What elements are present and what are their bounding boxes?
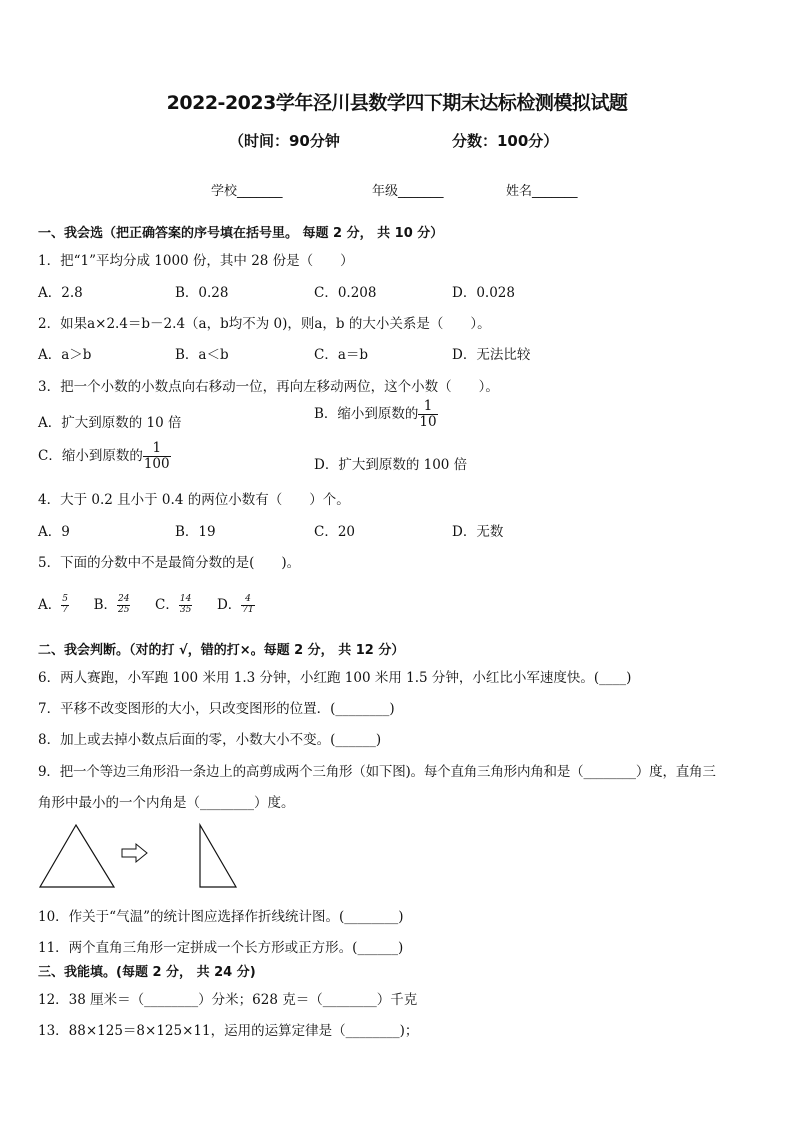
name-field: 姓名_______ bbox=[506, 184, 578, 199]
right-arrow-icon bbox=[122, 844, 147, 862]
q3-option-a: A．扩大到原数的 10 倍 bbox=[38, 415, 182, 431]
right-triangle bbox=[200, 825, 236, 887]
question-13: 13．88×125＝8×125×11，运用的运算定律是（________)； bbox=[38, 1023, 419, 1039]
q5-option-b-fraction bbox=[117, 595, 130, 616]
section-1-heading: 一、我会选（把正确答案的序号填在括号里。 每题 2 分， 共 10 分） bbox=[38, 226, 444, 241]
q4-option-d: D．无数 bbox=[452, 524, 504, 540]
q3-option-c-fraction bbox=[143, 441, 171, 472]
triangle-cut-figure bbox=[36, 822, 246, 892]
question-2: 2．如果a×2.4＝b－2.4（a，b均不为 0)，则a，b 的大小关系是（ ）。 bbox=[38, 316, 491, 332]
q5-option-d-label: D． bbox=[216, 597, 242, 613]
q4-option-c: C．20 bbox=[314, 524, 356, 540]
question-6: 6．两人赛跑，小军跑 100 米用 1.3 分钟，小红跑 100 米用 1.5 分钟，小红比小军速度快。(____) bbox=[38, 670, 632, 686]
equilateral-triangle bbox=[40, 825, 114, 887]
question-10: 10．作关于“气温”的统计图应选择作折线统计图。(________) bbox=[38, 909, 404, 925]
section-3-heading: 三、我能填。(每题 2 分， 共 24 分) bbox=[38, 965, 256, 980]
q4-option-b: B．19 bbox=[175, 524, 216, 540]
fraction-numerator: 1 bbox=[418, 399, 437, 415]
fraction-denominator: 35 bbox=[179, 605, 192, 615]
question-7: 7．平移不改变图形的大小，只改变图形的位置．(________) bbox=[38, 701, 395, 717]
q5-option-b-label: B． bbox=[93, 597, 117, 613]
school-field: 学校_______ bbox=[211, 184, 283, 199]
fraction-denominator: 25 bbox=[118, 605, 130, 615]
q5-option-a-label: A． bbox=[38, 597, 62, 613]
q5-options bbox=[38, 593, 255, 616]
q5-option-c-label: C． bbox=[155, 597, 179, 613]
fraction-numerator: 4 bbox=[241, 595, 254, 606]
question-4: 4．大于 0.2 且小于 0.4 的两位小数有（ ）个。 bbox=[38, 492, 350, 508]
question-11: 11．两个直角三角形一定拼成一个长方形或正方形。(______) bbox=[38, 940, 404, 956]
q5-option-c-fraction bbox=[179, 595, 192, 616]
question-5: 5．下面的分数中不是最简分数的是( )。 bbox=[38, 555, 301, 571]
fraction-denominator: 71 bbox=[242, 605, 254, 615]
fraction-numerator: 24 bbox=[118, 594, 130, 605]
grade-field: 年级_______ bbox=[372, 184, 444, 199]
q5-option-a-fraction bbox=[61, 595, 69, 616]
exam-score: 分数：100分） bbox=[452, 132, 559, 150]
q3-option-d: D．扩大到原数的 100 倍 bbox=[314, 457, 468, 473]
q3-option-c-label: C．缩小到原数的 bbox=[38, 447, 143, 464]
q1-option-a: A．2.8 bbox=[38, 285, 83, 301]
fraction-numerator: 14 bbox=[179, 594, 192, 605]
q2-option-a: A．a＞b bbox=[38, 347, 92, 363]
q3-option-b-label: B．缩小到原数的 bbox=[314, 405, 419, 422]
fraction-denominator: 100 bbox=[143, 455, 170, 472]
q2-option-c: C．a＝b bbox=[314, 347, 369, 363]
exam-title: 2022-2023学年泾川县数学四下期末达标检测模拟试题 bbox=[166, 92, 628, 114]
fraction-numerator: 5 bbox=[62, 594, 68, 605]
fraction-denominator: 10 bbox=[419, 413, 437, 430]
exam-time: （时间：90分钟 bbox=[229, 132, 340, 150]
q3-option-c bbox=[38, 441, 171, 472]
question-12: 12．38 厘米＝（________）分米；628 克＝（________）千克 bbox=[38, 992, 418, 1008]
q3-option-b-fraction bbox=[418, 399, 437, 430]
fraction-numerator: 1 bbox=[143, 441, 171, 457]
q3-option-b bbox=[314, 399, 438, 430]
q2-option-d: D．无法比较 bbox=[452, 347, 531, 363]
q1-option-b: B．0.28 bbox=[175, 285, 229, 301]
question-9-line-2: 角形中最小的一个内角是（________）度。 bbox=[38, 795, 295, 811]
q2-option-b: B．a＜b bbox=[175, 347, 229, 363]
question-3: 3．把一个小数的小数点向右移动一位，再向左移动两位，这个小数（ ）。 bbox=[38, 379, 499, 395]
question-9-line-1: 9．把一个等边三角形沿一条边上的高剪成两个三角形（如下图)。每个直角三角形内角和是（________）度，直角三 bbox=[38, 764, 716, 780]
q1-option-c: C．0.208 bbox=[314, 285, 377, 301]
question-1: 1．把“1”平均分成 1000 份，其中 28 份是（ ） bbox=[38, 253, 354, 269]
question-8: 8．加上或去掉小数点后面的零，小数大小不变。(______) bbox=[38, 732, 382, 748]
q5-option-d-fraction bbox=[241, 595, 254, 616]
section-2-heading: 二、我会判断。（对的打 √，错的打×。每题 2 分， 共 12 分） bbox=[38, 643, 405, 658]
fraction-denominator: 7 bbox=[62, 605, 68, 615]
q4-option-a: A．9 bbox=[38, 524, 70, 540]
q1-option-d: D．0.028 bbox=[452, 285, 515, 301]
